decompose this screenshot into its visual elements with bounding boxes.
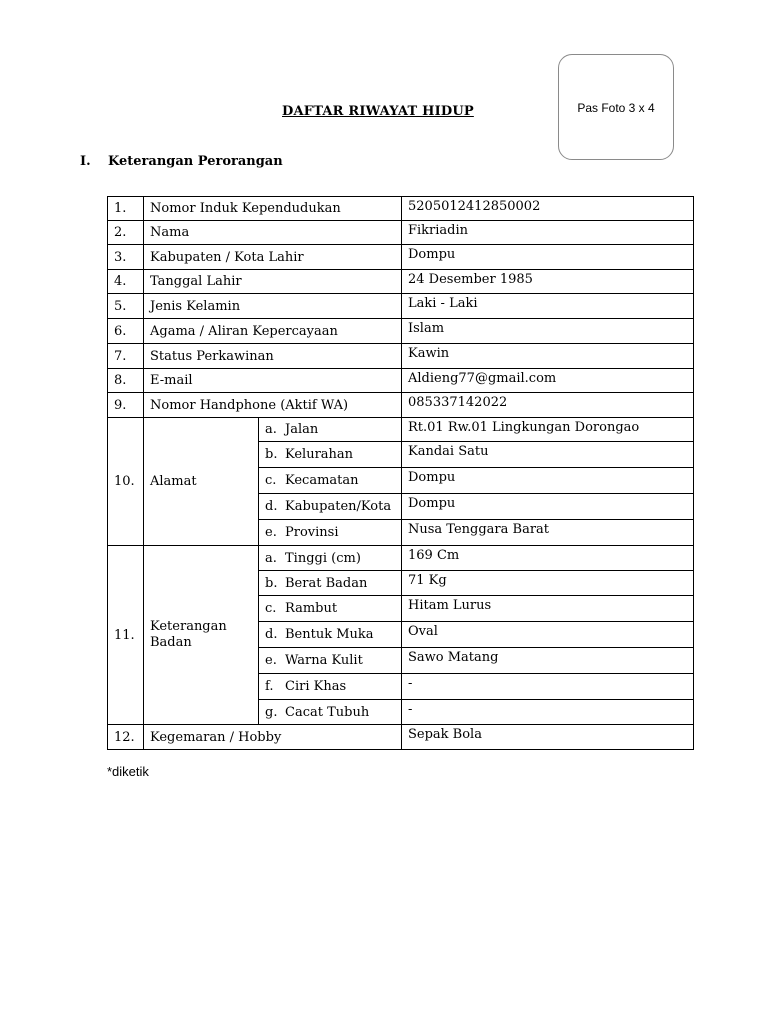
- row-label: E-mail: [144, 369, 402, 393]
- table-row: [108, 418, 694, 442]
- sub-label: c. Rambut: [259, 596, 402, 622]
- row-value: Dompu: [402, 468, 694, 494]
- row-value: 24 Desember 1985: [402, 270, 694, 294]
- footnote: *diketik: [107, 764, 149, 779]
- photo-placeholder-box: [558, 54, 674, 160]
- sub-label: e. Provinsi: [259, 520, 402, 546]
- row-value: -: [402, 700, 694, 725]
- table-row: [108, 270, 694, 294]
- row-value: Oval: [402, 622, 694, 648]
- row-value: 169 Cm: [402, 546, 694, 571]
- row-value: Rt.01 Rw.01 Lingkungan Dorongao: [402, 418, 694, 442]
- table-row: [108, 546, 694, 571]
- table-row: [108, 294, 694, 319]
- row-label: Nomor Induk Kependudukan: [144, 197, 402, 221]
- sub-label: d. Kabupaten/Kota: [259, 494, 402, 520]
- sub-label: a. Jalan: [259, 418, 402, 442]
- row-number: 7.: [108, 344, 144, 369]
- row-value: Laki - Laki: [402, 294, 694, 319]
- row-value: Fikriadin: [402, 221, 694, 245]
- row-number: 9.: [108, 393, 144, 418]
- row-number: 12.: [108, 725, 144, 750]
- row-value: 71 Kg: [402, 571, 694, 596]
- table-row: [108, 221, 694, 245]
- row-label: Nama: [144, 221, 402, 245]
- sub-label: c. Kecamatan: [259, 468, 402, 494]
- row-number: 1.: [108, 197, 144, 221]
- row-value: Kawin: [402, 344, 694, 369]
- table-row: [108, 344, 694, 369]
- sub-label: b. Berat Badan: [259, 571, 402, 596]
- row-number: 2.: [108, 221, 144, 245]
- sub-label: a. Tinggi (cm): [259, 546, 402, 571]
- table-row: [108, 319, 694, 344]
- row-label: Nomor Handphone (Aktif WA): [144, 393, 402, 418]
- row-label: Tanggal Lahir: [144, 270, 402, 294]
- row-value: Islam: [402, 319, 694, 344]
- row-label: Kegemaran / Hobby: [144, 725, 402, 750]
- table-row: [108, 245, 694, 270]
- document-title: DAFTAR RIWAYAT HIDUP: [282, 104, 474, 119]
- table-row: [108, 197, 694, 221]
- row-number: 8.: [108, 369, 144, 393]
- table-row: [108, 369, 694, 393]
- biodata-table: [107, 196, 694, 750]
- row-label: Kabupaten / Kota Lahir: [144, 245, 402, 270]
- sub-label: d. Bentuk Muka: [259, 622, 402, 648]
- row-value: Dompu: [402, 494, 694, 520]
- section-number: I.: [80, 154, 91, 169]
- row-label: Keterangan Badan: [144, 546, 259, 725]
- row-value: Sawo Matang: [402, 648, 694, 674]
- row-label: Jenis Kelamin: [144, 294, 402, 319]
- row-value: 5205012412850002: [402, 197, 694, 221]
- row-value: -: [402, 674, 694, 700]
- row-label: Agama / Aliran Kepercayaan: [144, 319, 402, 344]
- row-value: Nusa Tenggara Barat: [402, 520, 694, 546]
- row-number: 5.: [108, 294, 144, 319]
- table-row: [108, 393, 694, 418]
- sub-label: f. Ciri Khas: [259, 674, 402, 700]
- row-value: Sepak Bola: [402, 725, 694, 750]
- row-value: Aldieng77@gmail.com: [402, 369, 694, 393]
- row-number: 4.: [108, 270, 144, 294]
- row-number: 3.: [108, 245, 144, 270]
- row-value: 085337142022: [402, 393, 694, 418]
- row-number: 11.: [108, 546, 144, 725]
- photo-label: Pas Foto 3 x 4: [577, 101, 655, 115]
- row-number: 10.: [108, 418, 144, 546]
- sub-label: g. Cacat Tubuh: [259, 700, 402, 725]
- row-label: Status Perkawinan: [144, 344, 402, 369]
- row-label: Alamat: [144, 418, 259, 546]
- row-number: 6.: [108, 319, 144, 344]
- section-title: Keterangan Perorangan: [108, 154, 283, 169]
- sub-label: b. Kelurahan: [259, 442, 402, 468]
- table-row: [108, 725, 694, 750]
- row-value: Kandai Satu: [402, 442, 694, 468]
- sub-label: e. Warna Kulit: [259, 648, 402, 674]
- row-value: Hitam Lurus: [402, 596, 694, 622]
- row-value: Dompu: [402, 245, 694, 270]
